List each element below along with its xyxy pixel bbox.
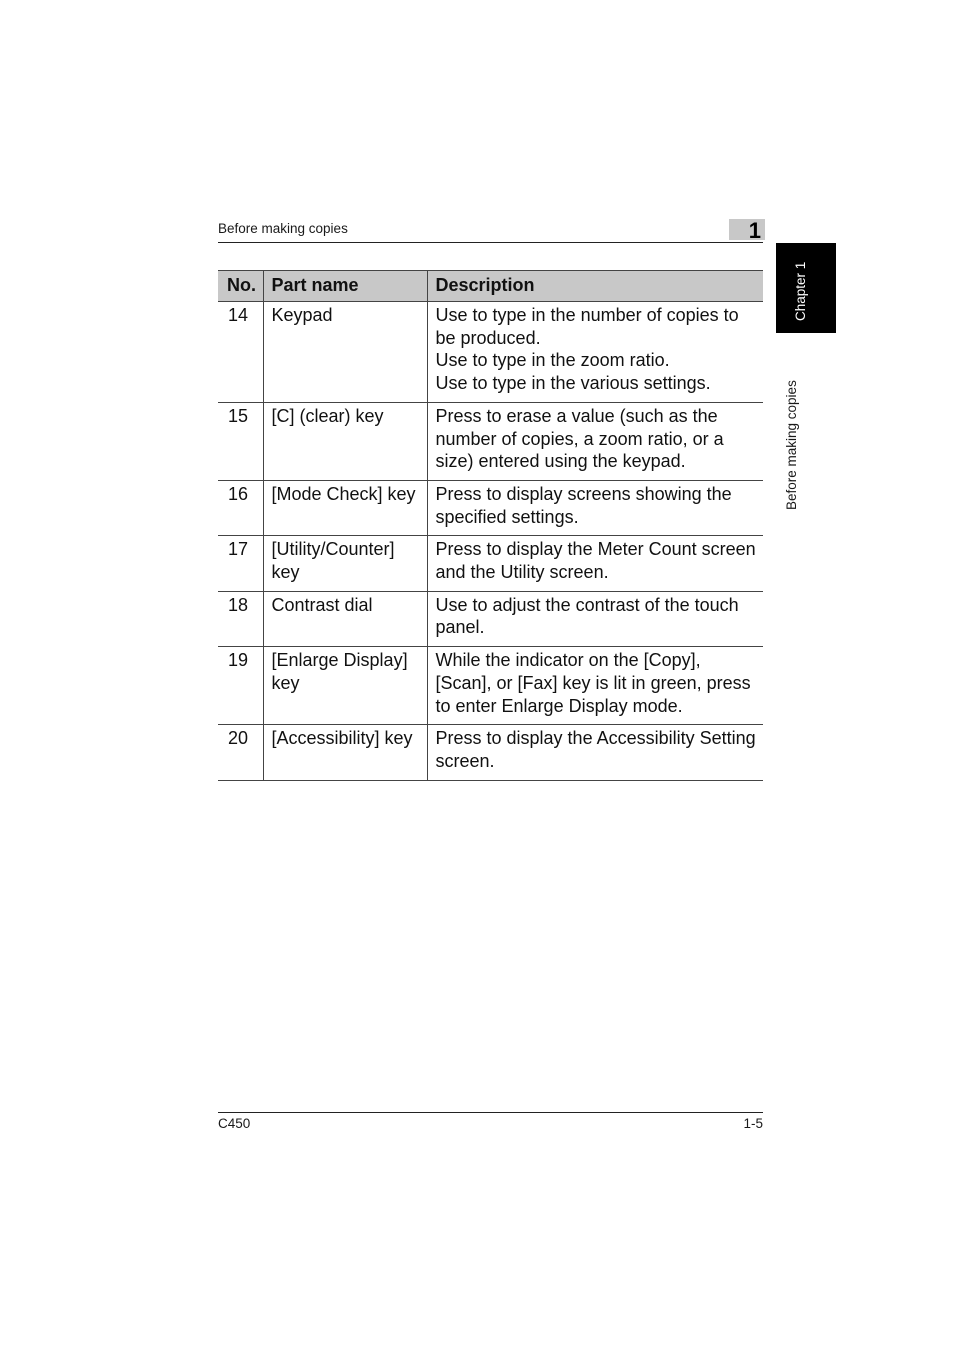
part-description (427, 402, 763, 480)
row-number: 14 (218, 302, 263, 403)
section-side-label: Before making copies (784, 380, 799, 510)
part-name: [Utility/Counter] key (263, 536, 427, 591)
running-header (218, 220, 763, 243)
chapter-side-label: Chapter 1 (793, 261, 808, 321)
row-number: 20 (218, 725, 263, 780)
part-description (427, 536, 763, 591)
part-name: [Mode Check] key (263, 480, 427, 535)
description-line: Use to type in the various settings. (435, 373, 711, 394)
part-name: [Accessibility] key (263, 725, 427, 780)
part-name: [C] (clear) key (263, 402, 427, 480)
model-name: C450 (218, 1116, 251, 1131)
chapter-number: 1 (748, 218, 761, 243)
chapter-side-tab (776, 243, 836, 333)
description-line: While the indicator on the [Copy], [Scan], or [Fax] key is lit in green, press to enter Enlarge Display mode. (435, 650, 751, 716)
part-name: Contrast dial (263, 591, 427, 646)
table-header-row (218, 271, 763, 302)
table-row (218, 302, 763, 403)
page-number: 1-5 (743, 1116, 763, 1131)
row-number: 15 (218, 402, 263, 480)
part-description (427, 302, 763, 403)
part-description (427, 480, 763, 535)
column-header-no: No. (218, 271, 263, 302)
table-row (218, 725, 763, 780)
table-row (218, 647, 763, 725)
table-row (218, 536, 763, 591)
parts-table (218, 270, 763, 781)
row-number: 19 (218, 647, 263, 725)
table-row (218, 402, 763, 480)
row-number: 18 (218, 591, 263, 646)
table-row (218, 591, 763, 646)
row-number: 16 (218, 480, 263, 535)
part-name: Keypad (263, 302, 427, 403)
part-description (427, 591, 763, 646)
column-header-description: Description (427, 271, 763, 302)
table-body (218, 302, 763, 781)
column-header-part-name: Part name (263, 271, 427, 302)
description-line: Use to adjust the contrast of the touch panel. (435, 594, 739, 638)
description-line: Use to type in the zoom ratio. (435, 350, 670, 371)
chapter-number-box (729, 218, 765, 243)
description-line: Press to erase a value (such as the number of copies, a zoom ratio, or a size) entered using the keypad. (435, 405, 724, 472)
table-row (218, 480, 763, 535)
part-description (427, 647, 763, 725)
description-line: Press to display the Meter Count screen and the Utility screen. (435, 539, 756, 583)
row-number: 17 (218, 536, 263, 591)
part-description (427, 725, 763, 780)
page-footer (218, 1112, 763, 1135)
part-name: [Enlarge Display] key (263, 647, 427, 725)
section-title: Before making copies (218, 221, 348, 236)
description-line: Press to display the Accessibility Setting screen. (435, 728, 756, 771)
description-line: Press to display screens showing the specified settings. (435, 483, 732, 527)
description-line: Use to type in the number of copies to be produced. (435, 305, 739, 348)
